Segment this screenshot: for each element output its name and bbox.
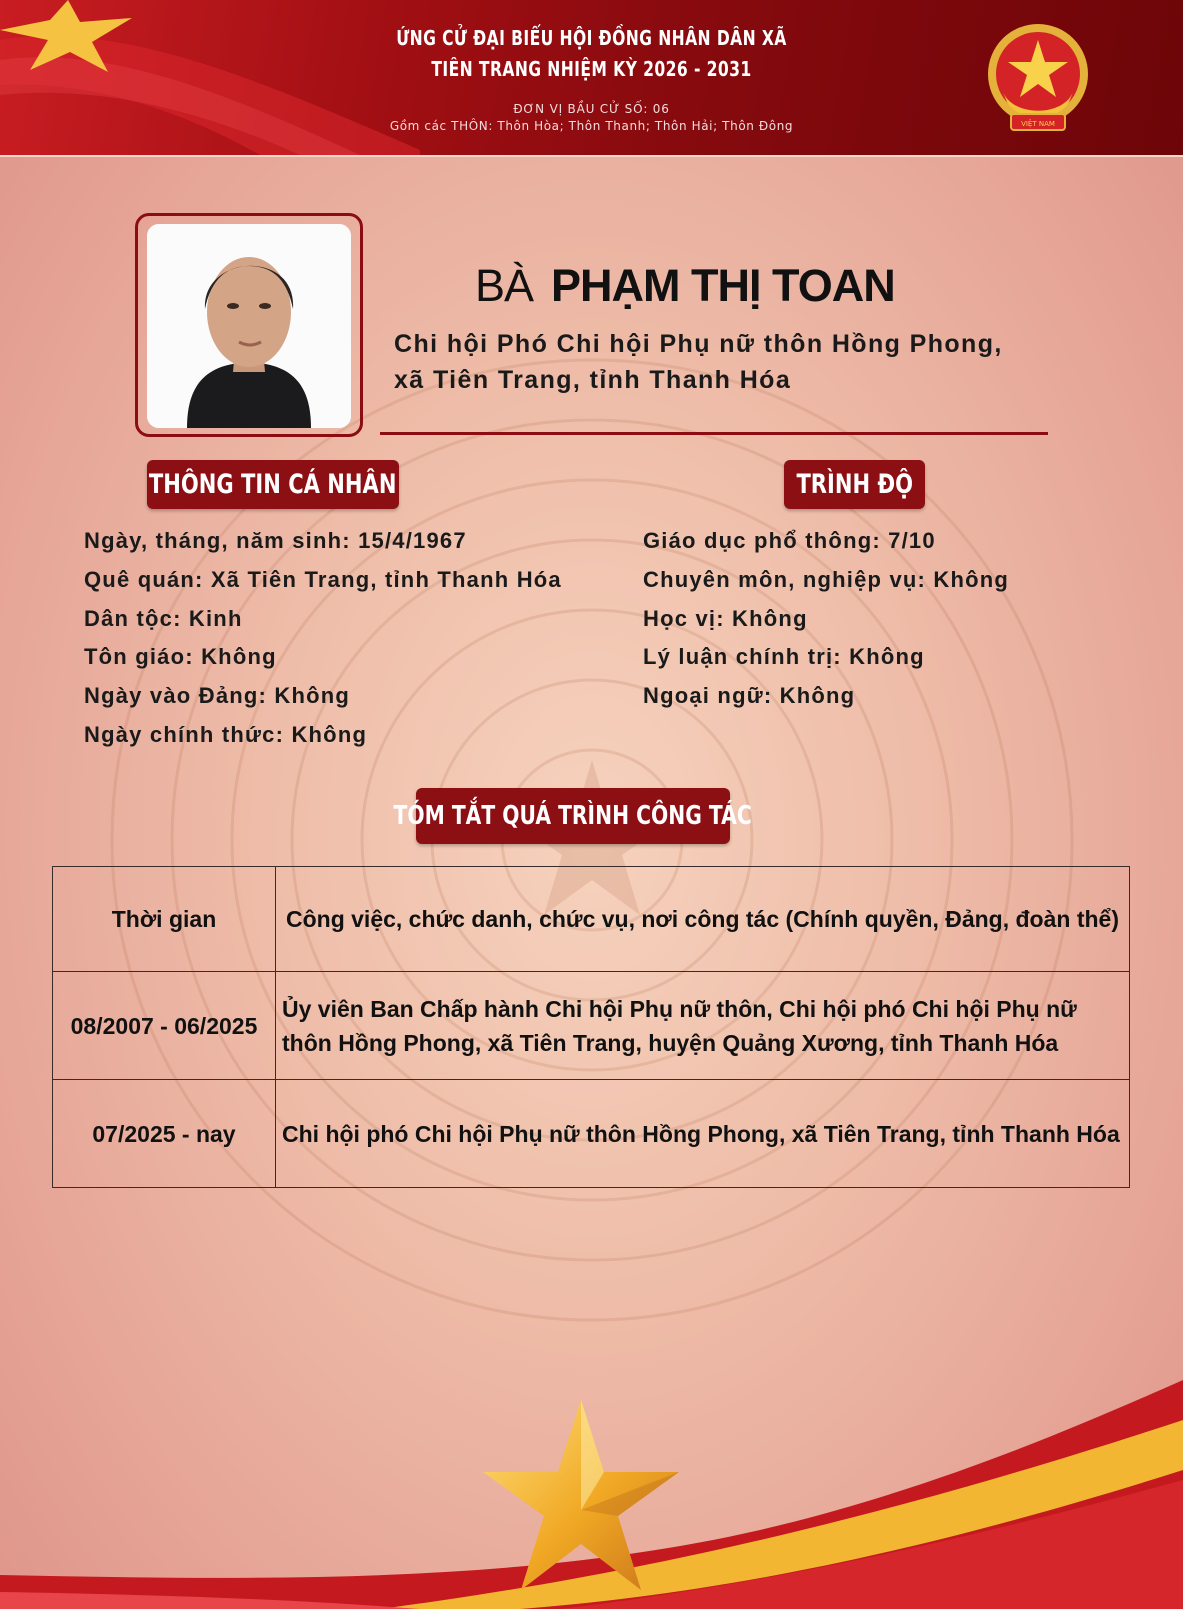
row-time: 07/2025 - nay <box>53 1080 276 1188</box>
candidate-photo <box>147 224 351 428</box>
header-description: Công việc, chức danh, chức vụ, nơi công tác (Chính quyền, Đảng, đoàn thể) <box>276 867 1130 972</box>
birth-date: Ngày, tháng, năm sinh: 15/4/1967 <box>84 528 467 553</box>
position-line2: xã Tiên Trang, tỉnh Thanh Hóa <box>394 366 792 394</box>
political-theory: Lý luận chính trị: Không <box>643 644 925 670</box>
candidate-position <box>394 326 1074 398</box>
header-banner <box>0 0 1183 157</box>
villages-list: Gồm các THÔN: Thôn Hòa; Thôn Thanh; Thôn Hải; Thôn Đông <box>389 119 794 133</box>
candidate-name <box>475 260 895 312</box>
name-underline <box>380 432 1048 435</box>
row-time: 08/2007 - 06/2025 <box>53 972 276 1080</box>
work-history-table <box>52 866 1130 1188</box>
personal-info-list <box>84 522 562 755</box>
professional-skill: Chuyên môn, nghiệp vụ: Không <box>643 566 1010 592</box>
table-row <box>53 972 1130 1080</box>
religion: Tôn giáo: Không <box>84 644 277 670</box>
emblem-text: VIỆT NAM <box>1021 120 1055 128</box>
national-emblem-icon <box>983 22 1093 140</box>
table-row <box>53 1080 1130 1188</box>
electoral-unit: ĐƠN VỊ BẦU CỬ SỐ: 06 <box>513 102 670 116</box>
party-join-date: Ngày vào Đảng: Không <box>84 683 351 709</box>
name-text: PHẠM THỊ TOAN <box>551 260 895 311</box>
hometown: Quê quán: Xã Tiên Trang, tỉnh Thanh Hóa <box>84 566 562 592</box>
position-line1: Chi hội Phó Chi hội Phụ nữ thôn Hồng Phong, <box>394 330 1003 358</box>
education-heading: TRÌNH ĐỘ <box>784 460 925 509</box>
table-header-row <box>53 867 1130 972</box>
header-time: Thời gian <box>53 867 276 972</box>
name-prefix: BÀ <box>475 260 534 311</box>
ethnicity: Dân tộc: Kinh <box>84 605 243 631</box>
header-title-line1: ỨNG CỬ ĐẠI BIỂU HỘI ĐỒNG NHÂN DÂN XÃ <box>396 26 787 50</box>
row-description: Ủy viên Ban Chấp hành Chi hội Phụ nữ thôn, Chi hội phó Chi hội Phụ nữ thôn Hồng Phong, xã Tiên Trang, huyện Quảng Xương, tỉnh Thanh Hóa <box>276 972 1130 1080</box>
row-description: Chi hội phó Chi hội Phụ nữ thôn Hồng Phong, xã Tiên Trang, tỉnh Thanh Hóa <box>276 1080 1130 1188</box>
personal-info-heading: THÔNG TIN CÁ NHÂN <box>147 460 399 509</box>
general-education: Giáo dục phổ thông: 7/10 <box>643 528 936 553</box>
foreign-language: Ngoại ngữ: Không <box>643 683 856 709</box>
gold-star-icon <box>483 1400 679 1590</box>
header-title-line2: TIÊN TRANG NHIỆM KỲ 2026 - 2031 <box>431 57 752 81</box>
academic-degree: Học vị: Không <box>643 605 808 631</box>
education-info-list <box>643 522 1009 716</box>
party-official-date: Ngày chính thức: Không <box>84 721 368 747</box>
work-summary-heading: TÓM TẮT QUÁ TRÌNH CÔNG TÁC <box>416 788 730 844</box>
